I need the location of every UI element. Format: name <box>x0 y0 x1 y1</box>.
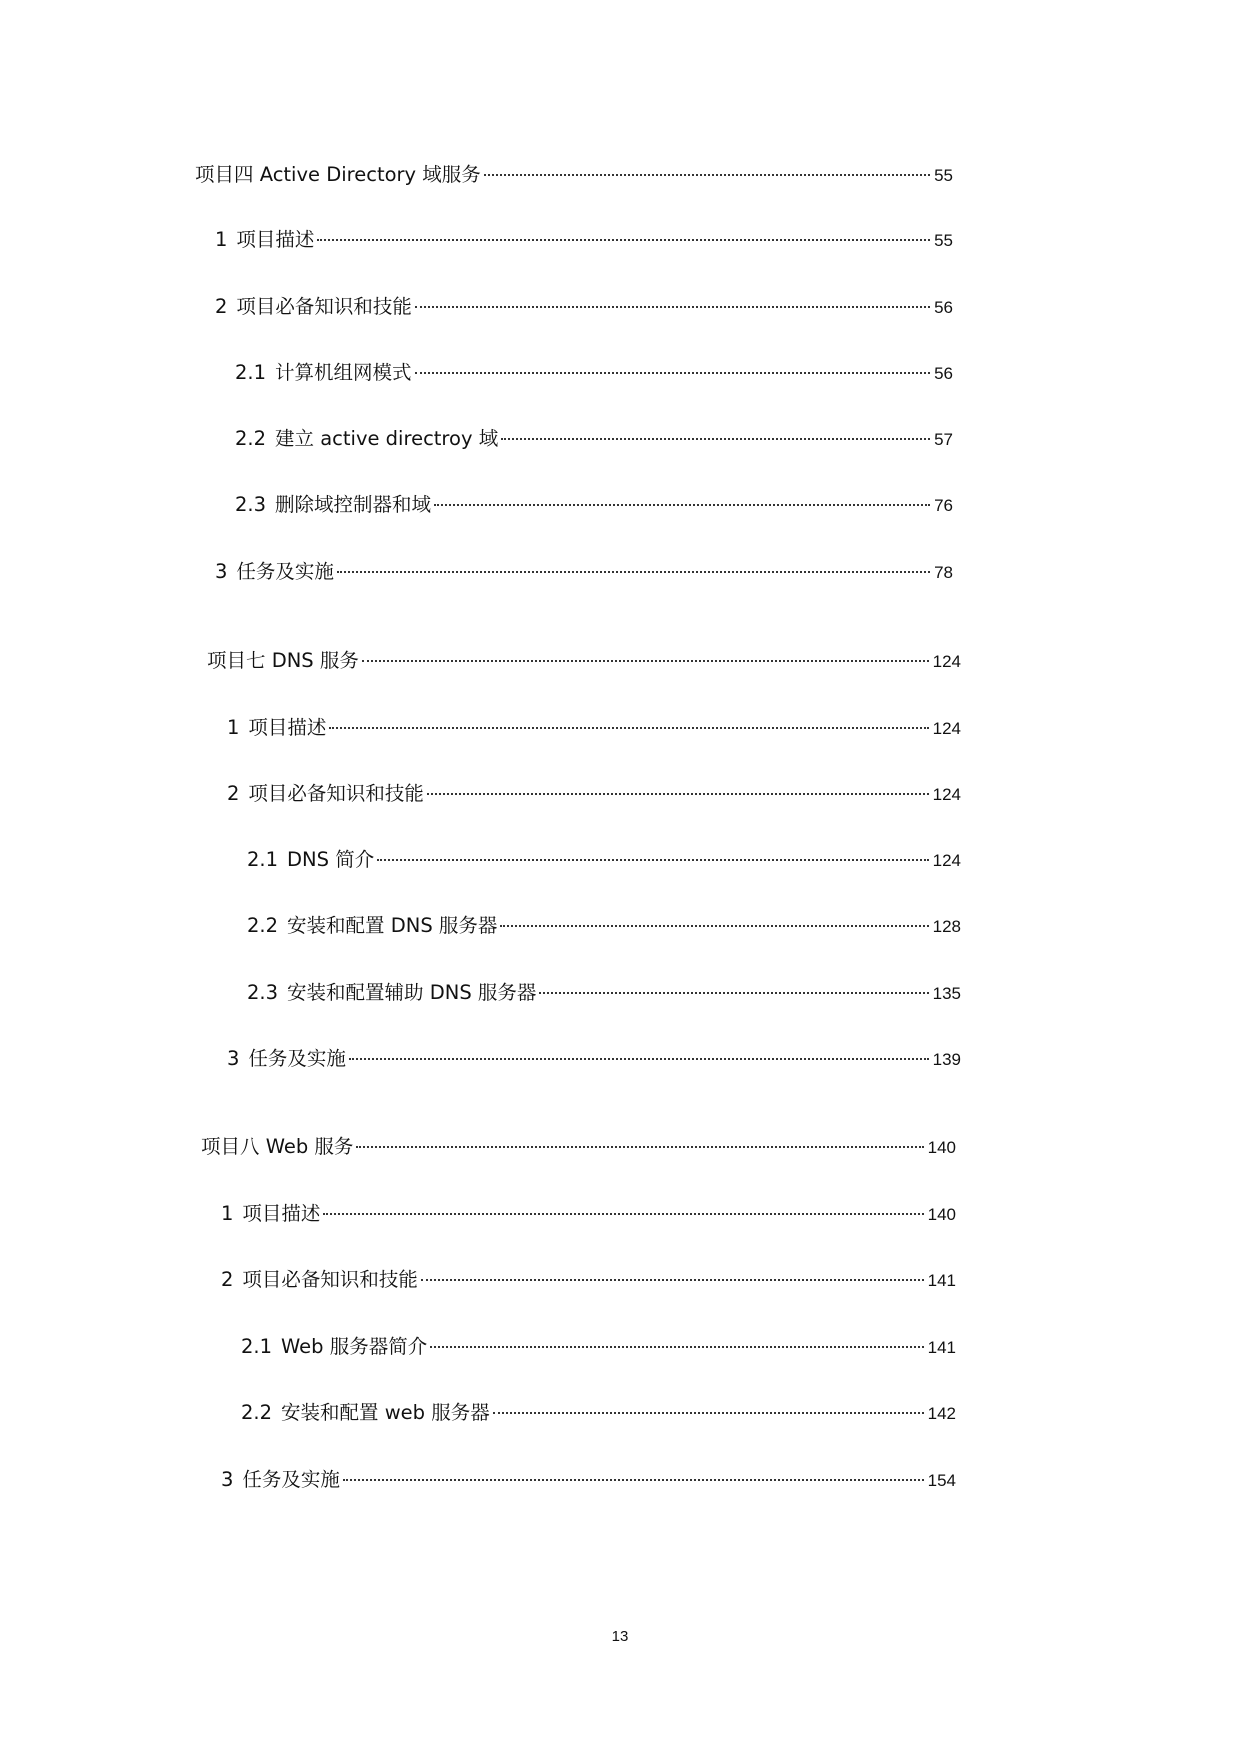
toc-entry-title: 项目描述 <box>236 228 315 251</box>
toc-dot-leader <box>434 504 930 506</box>
toc-page-number: 56 <box>934 364 953 383</box>
toc-entry-title: 安装和配置辅助 DNS 服务器 <box>287 981 537 1004</box>
toc-entry-title: 任务及实施 <box>236 560 334 583</box>
toc-chapter-entry[interactable] <box>201 1132 956 1162</box>
toc-entry-title: 安装和配置 DNS 服务器 <box>287 914 498 937</box>
toc-entry-title: 项目必备知识和技能 <box>242 1268 418 1291</box>
toc-page-number: 55 <box>934 231 953 250</box>
toc-subsection-entry[interactable] <box>247 978 961 1008</box>
toc-section-entry[interactable] <box>221 1465 956 1495</box>
toc-entry-number: 2.2 <box>235 427 267 450</box>
toc-dot-leader <box>501 438 930 440</box>
toc-chapter-entry[interactable] <box>207 646 961 676</box>
toc-entry-number: 3 <box>221 1468 234 1491</box>
toc-page-number: 128 <box>932 917 961 936</box>
toc-page-number: 124 <box>932 785 961 804</box>
toc-section-entry[interactable] <box>227 1044 961 1074</box>
toc-entry-number: 3 <box>215 560 228 583</box>
toc-section-entry[interactable] <box>215 225 953 255</box>
toc-dot-leader <box>430 1346 923 1348</box>
toc-entry-title: 项目描述 <box>248 716 327 739</box>
toc-entry-number: 2.2 <box>247 914 279 937</box>
toc-entry-number: 2.1 <box>241 1335 273 1358</box>
toc-entry-number: 2.1 <box>235 361 267 384</box>
toc-page-number: 154 <box>927 1471 956 1490</box>
toc-dot-leader <box>539 992 928 994</box>
toc-entry-number: 1 <box>221 1202 234 1225</box>
toc-dot-leader <box>493 1412 924 1414</box>
toc-dot-leader <box>415 372 931 374</box>
toc-entry-number: 2 <box>227 782 240 805</box>
toc-dot-leader <box>484 174 930 176</box>
toc-entry-number: 2.2 <box>241 1401 273 1424</box>
toc-dot-leader <box>349 1058 929 1060</box>
toc-dot-leader <box>337 571 930 573</box>
toc-entry-title: 安装和配置 web 服务器 <box>281 1401 490 1424</box>
toc-page-number: 140 <box>927 1205 956 1224</box>
toc-chapter-entry[interactable] <box>195 160 953 190</box>
toc-page-number: 56 <box>934 298 953 317</box>
toc-entry-title: 删除域控制器和域 <box>275 493 432 516</box>
toc-page-number: 57 <box>934 430 953 449</box>
toc-dot-leader <box>421 1279 924 1281</box>
toc-section-entry[interactable] <box>227 779 961 809</box>
toc-subsection-entry[interactable] <box>241 1398 956 1428</box>
toc-entry-number: 2.3 <box>247 981 279 1004</box>
toc-dot-leader <box>427 793 929 795</box>
toc-entry-title: 项目必备知识和技能 <box>248 782 424 805</box>
toc-section-entry[interactable] <box>221 1199 956 1229</box>
toc-entry-title: 项目描述 <box>242 1202 321 1225</box>
toc-page-number: 76 <box>934 496 953 515</box>
toc-page-number: 55 <box>934 166 953 185</box>
toc-entry-title: 项目八 Web 服务 <box>201 1135 354 1158</box>
toc-dot-leader <box>362 660 929 662</box>
toc-entry-number: 2.1 <box>247 848 279 871</box>
toc-entry-number: 3 <box>227 1047 240 1070</box>
page-footer-number: 13 <box>611 1628 629 1645</box>
toc-entry-title: DNS 简介 <box>287 848 375 871</box>
toc-page-number: 141 <box>927 1271 956 1290</box>
toc-subsection-entry[interactable] <box>241 1332 956 1362</box>
toc-page-number: 141 <box>927 1338 956 1357</box>
toc-page-number: 124 <box>932 719 961 738</box>
toc-page-number: 124 <box>932 652 961 671</box>
toc-entry-title: 任务及实施 <box>248 1047 346 1070</box>
toc-subsection-entry[interactable] <box>235 490 953 520</box>
toc-dot-leader <box>415 306 930 308</box>
toc-entry-number: 1 <box>215 228 228 251</box>
toc-dot-leader <box>317 239 930 241</box>
toc-entry-title: 项目四 Active Directory 域服务 <box>195 163 481 186</box>
toc-entry-number: 2.3 <box>235 493 267 516</box>
toc-dot-leader <box>356 1146 923 1148</box>
toc-page-number: 135 <box>932 984 961 1003</box>
toc-entry-title: Web 服务器简介 <box>281 1335 428 1358</box>
toc-page-number: 140 <box>927 1138 956 1157</box>
toc-entry-number: 2 <box>215 295 228 318</box>
toc-entry-title: 任务及实施 <box>242 1468 340 1491</box>
toc-subsection-entry[interactable] <box>235 358 953 388</box>
toc-section-entry[interactable] <box>215 557 953 587</box>
toc-section-entry[interactable] <box>221 1265 956 1295</box>
toc-dot-leader <box>500 925 928 927</box>
toc-subsection-entry[interactable] <box>235 424 953 454</box>
toc-section-entry[interactable] <box>215 292 953 322</box>
toc-subsection-entry[interactable] <box>247 845 961 875</box>
toc-section-entry[interactable] <box>227 713 961 743</box>
toc-dot-leader <box>323 1213 923 1215</box>
toc-dot-leader <box>343 1479 924 1481</box>
toc-entry-title: 项目必备知识和技能 <box>236 295 412 318</box>
toc-dot-leader <box>329 727 928 729</box>
toc-subsection-entry[interactable] <box>247 911 961 941</box>
toc-page-number: 78 <box>934 563 953 582</box>
toc-entry-number: 2 <box>221 1268 234 1291</box>
toc-dot-leader <box>377 859 928 861</box>
toc-page-number: 142 <box>927 1404 956 1423</box>
toc-entry-number: 1 <box>227 716 240 739</box>
toc-page-number: 139 <box>932 1050 961 1069</box>
toc-entry-title: 建立 active directroy 域 <box>275 427 499 450</box>
toc-entry-title: 计算机组网模式 <box>275 361 412 384</box>
toc-entry-title: 项目七 DNS 服务 <box>207 649 359 672</box>
toc-page-number: 124 <box>932 851 961 870</box>
